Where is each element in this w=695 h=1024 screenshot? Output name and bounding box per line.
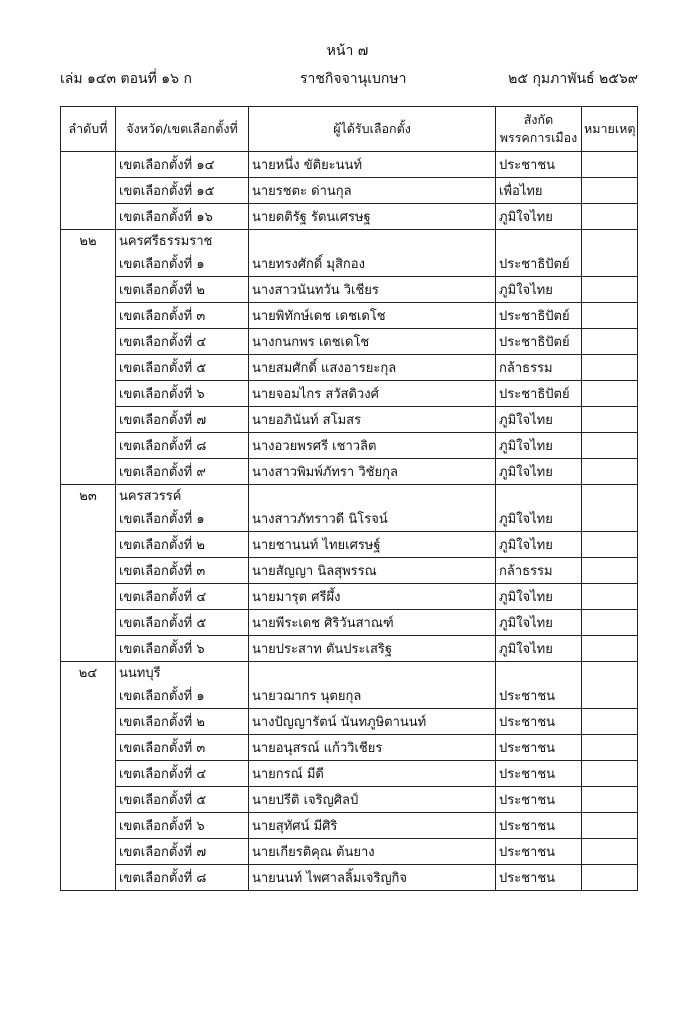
table-row <box>61 178 638 204</box>
row-number-cell <box>61 683 116 709</box>
empty-cell <box>582 230 638 252</box>
candidate-name-cell: นายทรงศักดิ์ มุสิกอง <box>249 251 496 277</box>
row-number-cell <box>61 204 116 230</box>
page-number: หน้า ๗ <box>326 43 369 59</box>
note-cell <box>582 303 638 329</box>
note-cell <box>582 152 638 178</box>
table-row <box>61 532 638 558</box>
empty-cell <box>249 485 496 507</box>
note-cell <box>582 813 638 839</box>
table-row <box>61 683 638 709</box>
empty-cell <box>249 662 496 684</box>
province-row <box>61 485 638 507</box>
publication-title: ราชกิจจานุเบกษา <box>300 71 407 87</box>
candidate-name-cell: นายปรีติ เจริญศิลป์ <box>249 787 496 813</box>
row-number-cell <box>61 251 116 277</box>
note-cell <box>582 709 638 735</box>
candidate-name-cell: นายตติรัฐ รัตนเศรษฐ <box>249 204 496 230</box>
note-cell <box>582 381 638 407</box>
note-cell <box>582 735 638 761</box>
note-cell <box>582 204 638 230</box>
party-cell: ภูมิใจไทย <box>496 204 582 230</box>
publication-date: ๒๕ กุมภาพันธ์ ๒๕๖๙ <box>508 71 638 87</box>
note-cell <box>582 329 638 355</box>
party-cell: ภูมิใจไทย <box>496 277 582 303</box>
province-number: ๒๔ <box>61 662 116 684</box>
candidate-name-cell: นายสมศักดิ์ แสงอารยะกุล <box>249 355 496 381</box>
table-row <box>61 329 638 355</box>
party-cell: ประชาธิปัตย์ <box>496 251 582 277</box>
province-number: ๒๒ <box>61 230 116 252</box>
col-header-no: ลำดับที่ <box>61 107 116 152</box>
candidate-name-cell: นายสัญญา นิลสุพรรณ <box>249 558 496 584</box>
province-name: นนทบุรี <box>116 662 249 684</box>
candidate-name-cell: นายสุทัศน์ มีศิริ <box>249 813 496 839</box>
party-cell: ประชาชน <box>496 709 582 735</box>
note-cell <box>582 865 638 891</box>
candidate-name-cell: นางกนกพร เดชเดโช <box>249 329 496 355</box>
table-body <box>61 152 638 891</box>
gazette-header <box>60 68 638 90</box>
candidate-name-cell: นางสาวพิมพ์ภัทรา วิชัยกุล <box>249 459 496 485</box>
candidate-name-cell: นางอวยพรศรี เชาวลิต <box>249 433 496 459</box>
table-row <box>61 433 638 459</box>
district-cell: เขตเลือกตั้งที่ ๑ <box>116 506 249 532</box>
party-cell: ประชาธิปัตย์ <box>496 329 582 355</box>
row-number-cell <box>61 839 116 865</box>
district-cell: เขตเลือกตั้งที่ ๖ <box>116 381 249 407</box>
table-row <box>61 787 638 813</box>
table-row <box>61 277 638 303</box>
district-cell: เขตเลือกตั้งที่ ๗ <box>116 407 249 433</box>
district-cell: เขตเลือกตั้งที่ ๓ <box>116 558 249 584</box>
note-cell <box>582 787 638 813</box>
row-number-cell <box>61 584 116 610</box>
district-cell: เขตเลือกตั้งที่ ๕ <box>116 787 249 813</box>
candidate-name-cell: นายวฌากร นุตยกุล <box>249 683 496 709</box>
row-number-cell <box>61 329 116 355</box>
candidate-name-cell: นายรชตะ ด่านกุล <box>249 178 496 204</box>
table-row <box>61 761 638 787</box>
party-cell: ประชาชน <box>496 152 582 178</box>
district-cell: เขตเลือกตั้งที่ ๒ <box>116 532 249 558</box>
row-number-cell <box>61 865 116 891</box>
district-cell: เขตเลือกตั้งที่ ๖ <box>116 813 249 839</box>
candidate-name-cell: นางสาวนันทวัน วิเชียร <box>249 277 496 303</box>
row-number-cell <box>61 735 116 761</box>
party-cell: ประชาชน <box>496 865 582 891</box>
party-cell: กล้าธรรม <box>496 558 582 584</box>
district-cell: เขตเลือกตั้งที่ ๔ <box>116 761 249 787</box>
note-cell <box>582 532 638 558</box>
row-number-cell <box>61 152 116 178</box>
party-cell: ประชาชน <box>496 683 582 709</box>
note-cell <box>582 610 638 636</box>
note-cell <box>582 433 638 459</box>
district-cell: เขตเลือกตั้งที่ ๒ <box>116 277 249 303</box>
note-cell <box>582 761 638 787</box>
table-row <box>61 459 638 485</box>
note-cell <box>582 251 638 277</box>
party-cell: ภูมิใจไทย <box>496 584 582 610</box>
row-number-cell <box>61 407 116 433</box>
table-row <box>61 204 638 230</box>
note-cell <box>582 558 638 584</box>
party-cell: ประชาชน <box>496 839 582 865</box>
party-cell: ภูมิใจไทย <box>496 636 582 662</box>
district-cell: เขตเลือกตั้งที่ ๘ <box>116 433 249 459</box>
district-cell: เขตเลือกตั้งที่ ๔ <box>116 329 249 355</box>
col-header-party-line2: พรรคการเมือง <box>499 130 578 145</box>
table-row <box>61 709 638 735</box>
note-cell <box>582 355 638 381</box>
row-number-cell <box>61 506 116 532</box>
party-cell: ประชาชน <box>496 813 582 839</box>
province-number: ๒๓ <box>61 485 116 507</box>
province-name: นครสวรรค์ <box>116 485 249 507</box>
table-header-row <box>61 107 638 152</box>
note-cell <box>582 683 638 709</box>
district-cell: เขตเลือกตั้งที่ ๔ <box>116 584 249 610</box>
party-cell: ประชาชน <box>496 787 582 813</box>
party-cell: ภูมิใจไทย <box>496 433 582 459</box>
empty-cell <box>249 230 496 252</box>
table-row <box>61 735 638 761</box>
table-row <box>61 584 638 610</box>
col-header-name: ผู้ได้รับเลือกตั้ง <box>249 107 496 152</box>
note-cell <box>582 407 638 433</box>
table-row <box>61 251 638 277</box>
table-row <box>61 355 638 381</box>
province-row <box>61 230 638 252</box>
candidate-name-cell: นายมารุต ศรีผึ้ง <box>249 584 496 610</box>
candidate-name-cell: นายพีระเดช ศิริวันสาณฑ์ <box>249 610 496 636</box>
row-number-cell <box>61 433 116 459</box>
col-header-party <box>496 107 582 152</box>
district-cell: เขตเลือกตั้งที่ ๑ <box>116 683 249 709</box>
district-cell: เขตเลือกตั้งที่ ๑ <box>116 251 249 277</box>
note-cell <box>582 277 638 303</box>
empty-cell <box>496 485 582 507</box>
party-cell: ประชาชน <box>496 735 582 761</box>
district-cell: เขตเลือกตั้งที่ ๑๔ <box>116 152 249 178</box>
note-cell <box>582 839 638 865</box>
table-row <box>61 558 638 584</box>
district-cell: เขตเลือกตั้งที่ ๕ <box>116 355 249 381</box>
row-number-cell <box>61 532 116 558</box>
candidate-name-cell: นายประสาท ตันประเสริฐ <box>249 636 496 662</box>
candidate-name-cell: นายอภินันท์ สโมสร <box>249 407 496 433</box>
row-number-cell <box>61 355 116 381</box>
party-cell: ภูมิใจไทย <box>496 407 582 433</box>
district-cell: เขตเลือกตั้งที่ ๑๕ <box>116 178 249 204</box>
party-cell: ภูมิใจไทย <box>496 459 582 485</box>
party-cell: กล้าธรรม <box>496 355 582 381</box>
row-number-cell <box>61 761 116 787</box>
volume-issue: เล่ม ๑๔๓ ตอนที่ ๑๖ ก <box>60 71 192 87</box>
party-cell: ประชาธิปัตย์ <box>496 381 582 407</box>
empty-cell <box>582 662 638 684</box>
table-row <box>61 610 638 636</box>
candidate-name-cell: นายกรณ์ มีดี <box>249 761 496 787</box>
note-cell <box>582 636 638 662</box>
row-number-cell <box>61 610 116 636</box>
party-cell: ภูมิใจไทย <box>496 532 582 558</box>
district-cell: เขตเลือกตั้งที่ ๒ <box>116 709 249 735</box>
district-cell: เขตเลือกตั้งที่ ๑๖ <box>116 204 249 230</box>
candidate-name-cell: นางปัญญารัตน์ นันทภูษิตานนท์ <box>249 709 496 735</box>
row-number-cell <box>61 277 116 303</box>
candidate-name-cell: นายอนุสรณ์ แก้ววิเชียร <box>249 735 496 761</box>
table-row <box>61 636 638 662</box>
row-number-cell <box>61 636 116 662</box>
candidate-name-cell: นายหนึ่ง ขัติยะนนท์ <box>249 152 496 178</box>
table-row <box>61 381 638 407</box>
district-cell: เขตเลือกตั้งที่ ๖ <box>116 636 249 662</box>
col-header-province: จังหวัด/เขตเลือกตั้งที่ <box>116 107 249 152</box>
table-row <box>61 152 638 178</box>
party-cell: ประชาชน <box>496 761 582 787</box>
party-cell: เพื่อไทย <box>496 178 582 204</box>
table-row <box>61 865 638 891</box>
district-cell: เขตเลือกตั้งที่ ๓ <box>116 735 249 761</box>
note-cell <box>582 178 638 204</box>
note-cell <box>582 584 638 610</box>
candidate-name-cell: นางสาวภัทราวดี นิโรจน์ <box>249 506 496 532</box>
candidate-name-cell: นายนนท์ ไพศาลลิ้มเจริญกิจ <box>249 865 496 891</box>
district-cell: เขตเลือกตั้งที่ ๘ <box>116 865 249 891</box>
row-number-cell <box>61 813 116 839</box>
district-cell: เขตเลือกตั้งที่ ๙ <box>116 459 249 485</box>
table-row <box>61 813 638 839</box>
party-cell: ภูมิใจไทย <box>496 506 582 532</box>
row-number-cell <box>61 459 116 485</box>
row-number-cell <box>61 709 116 735</box>
candidate-name-cell: นายชานนท์ ไทยเศรษฐ์ <box>249 532 496 558</box>
empty-cell <box>496 230 582 252</box>
district-cell: เขตเลือกตั้งที่ ๗ <box>116 839 249 865</box>
party-cell: ภูมิใจไทย <box>496 610 582 636</box>
row-number-cell <box>61 178 116 204</box>
district-cell: เขตเลือกตั้งที่ ๕ <box>116 610 249 636</box>
table-row <box>61 839 638 865</box>
note-cell <box>582 506 638 532</box>
election-results-table <box>60 106 638 891</box>
table-row <box>61 506 638 532</box>
province-row <box>61 662 638 684</box>
row-number-cell <box>61 558 116 584</box>
row-number-cell <box>61 303 116 329</box>
candidate-name-cell: นายเกียรติคุณ ต้นยาง <box>249 839 496 865</box>
col-header-party-line1: สังกัด <box>523 112 554 127</box>
district-cell: เขตเลือกตั้งที่ ๓ <box>116 303 249 329</box>
empty-cell <box>582 485 638 507</box>
empty-cell <box>496 662 582 684</box>
row-number-cell <box>61 787 116 813</box>
party-cell: ประชาธิปัตย์ <box>496 303 582 329</box>
province-name: นครศรีธรรมราช <box>116 230 249 252</box>
candidate-name-cell: นายพิทักษ์เดช เดชเดโช <box>249 303 496 329</box>
note-cell <box>582 459 638 485</box>
table-row <box>61 303 638 329</box>
col-header-note: หมายเหตุ <box>582 107 638 152</box>
table-row <box>61 407 638 433</box>
candidate-name-cell: นายจอมไกร สวัสดิวงศ์ <box>249 381 496 407</box>
row-number-cell <box>61 381 116 407</box>
